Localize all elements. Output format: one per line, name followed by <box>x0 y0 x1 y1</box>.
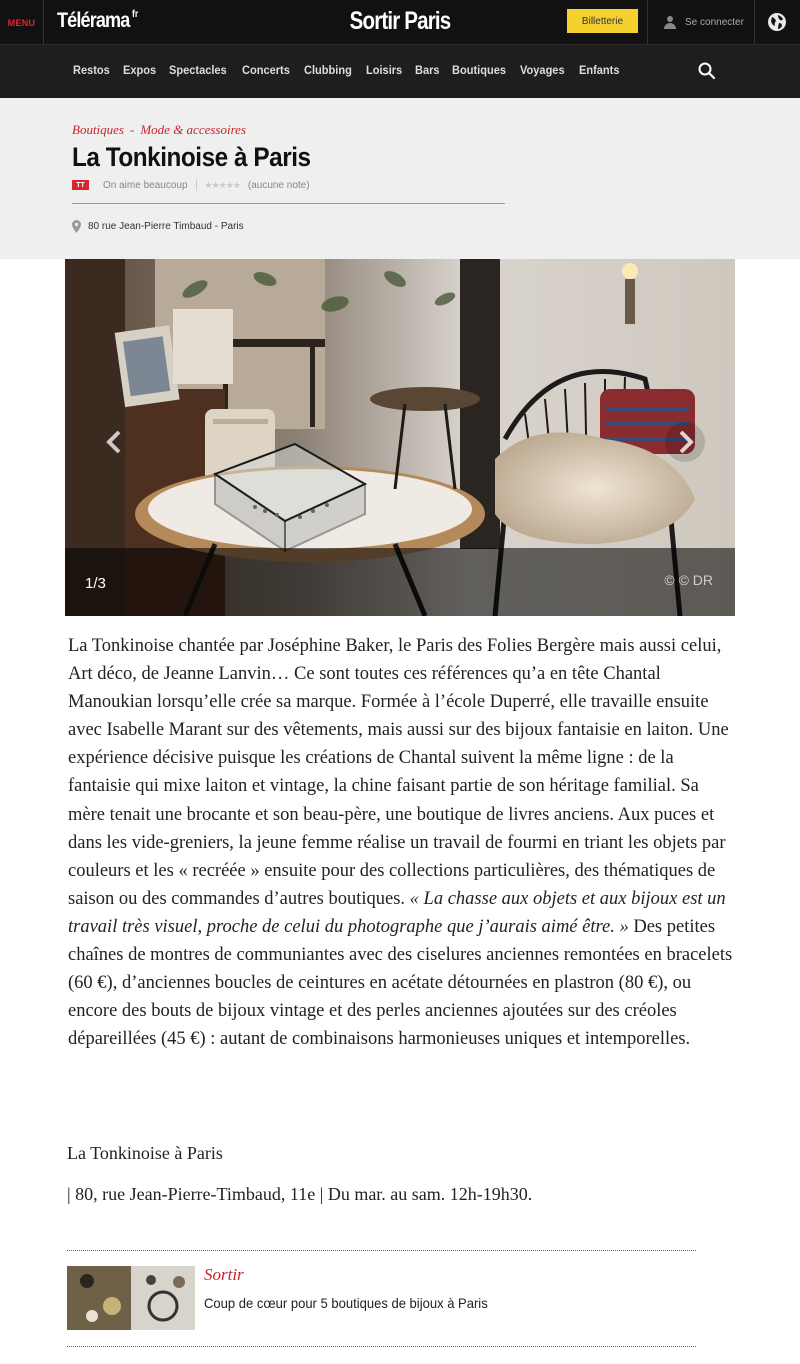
rating-row <box>72 179 310 191</box>
section-title[interactable]: Sortir Paris <box>349 7 451 35</box>
nav-spectacles[interactable]: Spectacles <box>169 63 227 77</box>
user-icon <box>664 16 676 29</box>
photo-caption-bar <box>65 548 735 616</box>
article-body <box>68 632 733 1053</box>
nav-concerts[interactable]: Concerts <box>241 63 290 77</box>
reader-stars[interactable]: ★★★★★ <box>204 179 240 190</box>
header-divider <box>72 203 505 204</box>
category-nav <box>0 45 800 98</box>
breadcrumb <box>72 122 246 138</box>
location-pin-icon <box>72 220 81 233</box>
article-quote: « La chasse aux objets et aux bijoux est un travail très visuel, proche de celui du photographe que j’aurais aimé être. » <box>68 888 726 937</box>
top-bar <box>0 0 800 45</box>
globe-icon[interactable] <box>766 11 788 33</box>
chevron-right-icon[interactable] <box>665 422 705 462</box>
address-line <box>72 220 244 233</box>
page-title: La Tonkinoise à Paris <box>72 142 311 172</box>
nav-loisirs[interactable]: Loisirs <box>365 63 402 77</box>
verdict-text: On aime beaucoup <box>103 179 188 191</box>
nav-voyages[interactable]: Voyages <box>520 63 566 77</box>
related-divider-top <box>67 1250 696 1251</box>
breadcrumb-boutiques[interactable]: Boutiques <box>72 122 124 137</box>
related-divider-bottom <box>67 1346 696 1347</box>
reader-rating-text: (aucune note) <box>247 179 310 191</box>
tt-rating-badge: TT <box>72 180 89 190</box>
nav-clubbing[interactable]: Clubbing <box>303 63 352 77</box>
nav-restos[interactable]: Restos <box>73 63 110 77</box>
article-text-start: La Tonkinoise chantée par Joséphine Baker, le Paris des Folies Bergère mais aussi celui, Art déco, de Jeanne Lanvin… Ce sont toutes ces références qu’a en tête Chantal Manoukian lorsqu’elle crée sa marque. Formée à l’école Duperré, elle travaille ensuite avec Isabelle Marant sur des vêtements, mais aussi sur des bijoux fantaisie en laiton. Une expérience décisive puisque les créations de Chantal suivent la même ligne : de la fantaisie qui mixe laiton et vintage, la chine faisant partie de son héritage familial. Sa mère tenait une brocante et son beau-père, une boutique de livres anciens. Aux puces et dans les vide-greniers, la jeune femme réalise un travail de fourmi en triant les objets par couleurs et les « recréée » ensuite pour des collections particulières, des thématiques de saison ou des commandes d’autres boutiques. <box>68 636 729 909</box>
login-label: Se connecter <box>685 17 744 28</box>
related-thumbnail <box>67 1266 195 1330</box>
login-button[interactable] <box>647 0 755 45</box>
menu-button[interactable]: MENU <box>0 0 44 45</box>
nav-boutiques[interactable]: Boutiques <box>451 63 506 77</box>
category-links <box>73 63 633 77</box>
photo-counter: 1/3 <box>85 575 106 592</box>
telerama-logo[interactable] <box>57 9 138 33</box>
venue-header <box>0 98 800 259</box>
article-text-end: Des petites chaînes de montres de communiantes avec des ciselures anciennes remontées en bracelets (60 €), d’anciennes boucles de ceintures en acétate détournées en plastron (80 €), ou encore des bouts de bijoux vintage et des perles anciennes ajoutées sur des créoles dépareillées (45 €) : autant de combinaisons harmonieuses uniques et intemporelles. <box>68 916 733 1050</box>
breadcrumb-separator: - <box>130 122 135 137</box>
breadcrumb-mode-accessoires[interactable]: Mode & accessoires <box>140 122 247 137</box>
address-text: 80 rue Jean-Pierre Timbaud - Paris <box>88 221 244 232</box>
billetterie-button[interactable]: Billetterie <box>567 9 638 33</box>
rating-divider <box>196 179 197 191</box>
related-category: Sortir <box>204 1265 244 1284</box>
nav-bars[interactable]: Bars <box>415 63 440 77</box>
venue-details: | 80, rue Jean-Pierre-Timbaud, 11e | Du mar. au sam. 12h-19h30. <box>67 1184 533 1204</box>
logo-text: Télérama <box>57 9 130 32</box>
nav-expos[interactable]: Expos <box>123 63 157 77</box>
chevron-left-icon[interactable] <box>95 422 135 462</box>
venue-name: La Tonkinoise à Paris <box>67 1143 223 1163</box>
search-icon[interactable] <box>697 61 717 81</box>
nav-enfants[interactable]: Enfants <box>578 63 620 77</box>
related-title: Coup de cœur pour 5 boutiques de bijoux à Paris <box>204 1295 488 1311</box>
logo-suffix: fr <box>132 9 139 20</box>
related-article-link[interactable] <box>67 1266 696 1330</box>
photo-credit: © © DR <box>664 572 713 588</box>
photo-carousel[interactable] <box>65 259 735 616</box>
